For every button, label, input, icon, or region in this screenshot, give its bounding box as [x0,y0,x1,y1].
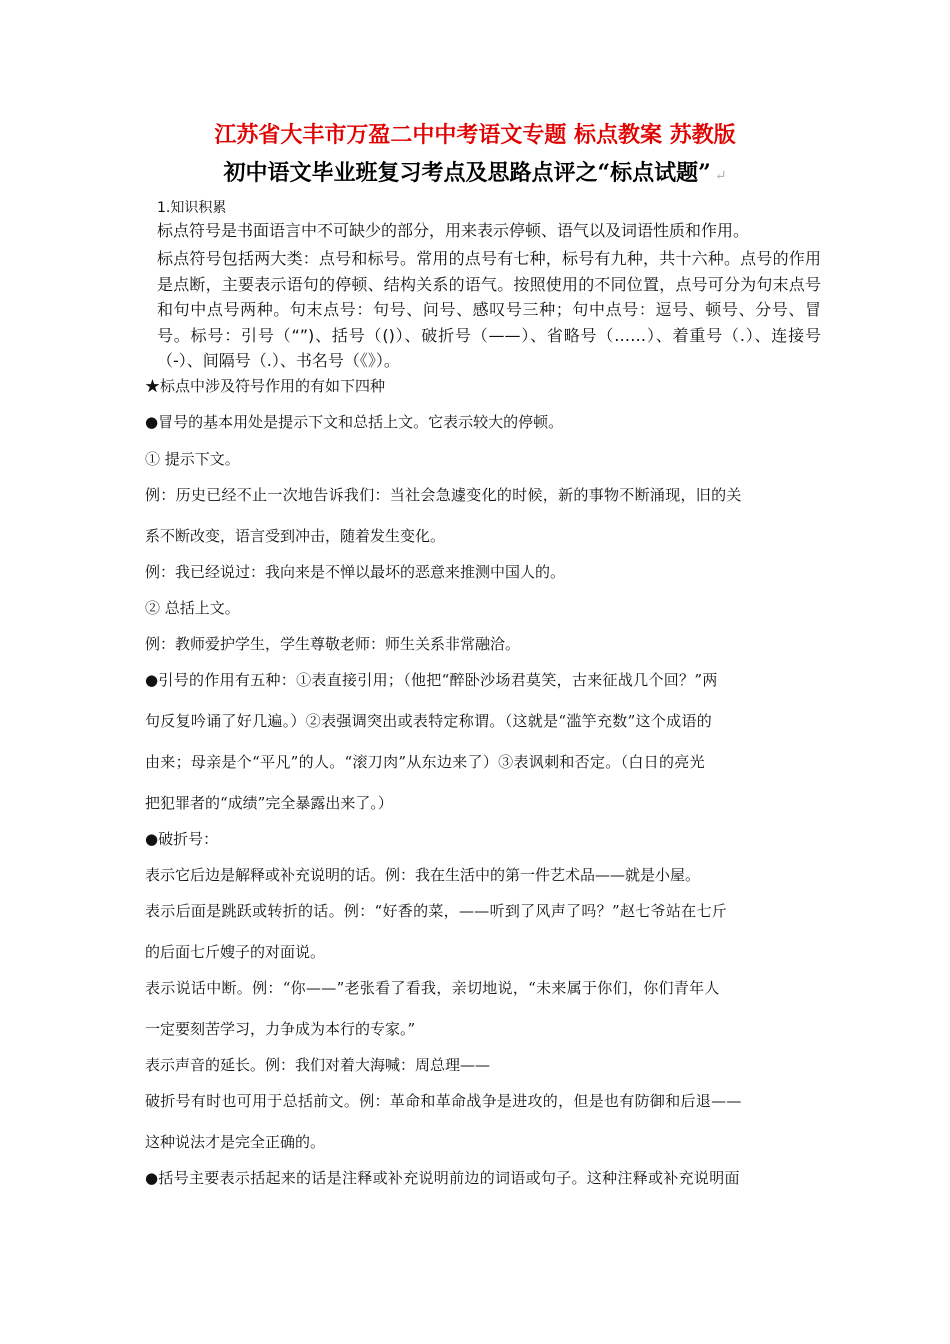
text-line: 系不断改变，语言受到冲击，随着发生变化。 [145,527,446,545]
document-title [0,118,950,149]
text-line: 这种说法才是完全正确的。 [145,1133,326,1151]
text-line: ★标点中涉及符号作用的有如下四种 [145,377,386,395]
text-line: 破折号有时也可用于总括前文。例：革命和革命战争是进攻的，但是也有防御和后退—— [145,1092,742,1110]
text-line: 由来；母亲是个“平凡”的人。“滚刀肉”从东边来了）③表讽刺和否定。（白日的亮光 [145,753,705,771]
text-line: ●括号主要表示括起来的话是注释或补充说明前边的词语或句子。这种注释或补充说明面 [145,1169,740,1187]
text-line: 的后面七斤嫂子的对面说。 [145,943,326,961]
text-line: ●破折号： [145,830,219,848]
text-line: ① 提示下文。 [145,450,240,468]
title-text: 江苏省大丰市万盈二中中考语文专题 标点教案 苏教版 [214,123,736,148]
paragraph-mark-icon: ↵ [714,168,727,184]
text-line: 表示说话中断。例：“你——”老张看了看我，亲切地说，“未来属于你们，你们青年人 [145,979,720,997]
knowledge-paragraph-1: 标点符号是书面语言中不可缺少的部分，用来表示停顿、语气以及词语性质和作用。 [157,221,750,240]
text-line: 例：教师爱护学生，学生尊敬老师：师生关系非常融洽。 [145,635,521,653]
knowledge-paragraph-2: 标点符号包括两大类：点号和标号。常用的点号有七种，标号有九种，共十六种。点号的作用是点断，主要表示语句的停顿、结构关系的语气。按照使用的不同位置，点号可分为句末点号和句中点号两种。句末点号：句号、问号、感叹号三种；句中点号：逗号、顿号、分号、冒号。标号：引号（“”)、括号（()）、破折号（——）、省略号（……）、着重号（.）、连接号（-）、间隔号（.）、书名号（《》）。 [157,249,821,371]
section-heading: 1.知识积累 [157,200,227,216]
subtitle-text: 初中语文毕业班复习考点及思路点评之“标点试题” [223,160,711,186]
text-line: ② 总括上文。 [145,599,240,617]
text-line: 一定要刻苦学习，力争成为本行的专家。” [145,1020,416,1038]
document-subtitle [0,156,950,187]
text-line: 表示它后边是解释或补充说明的话。例：我在生活中的第一件艺术品——就是小屋。 [145,866,701,884]
text-line: ●引号的作用有五种：①表直接引用；（他把“醉卧沙场君莫笑，古来征战几个回？”两 [145,671,718,689]
text-line: 句反复吟诵了好几遍。）②表强调突出或表特定称谓。（这就是“滥竽充数”这个成语的 [145,712,713,730]
text-line: 例：历史已经不止一次地告诉我们：当社会急遽变化的时候，新的事物不断涌现，旧的关 [145,486,742,504]
text-line: ●冒号的基本用处是提示下文和总括上文。它表示较大的停顿。 [145,413,564,431]
text-line: 例：我已经说过：我向来是不惮以最坏的恶意来推测中国人的。 [145,563,566,581]
text-line: 表示声音的延长。例：我们对着大海喊：周总理—— [145,1056,491,1074]
text-line: 把犯罪者的“成绩”完全暴露出来了。） [145,794,393,812]
text-line: 表示后面是跳跃或转折的话。例：“好香的菜，——听到了风声了吗？”赵七爷站在七斤 [145,902,728,920]
